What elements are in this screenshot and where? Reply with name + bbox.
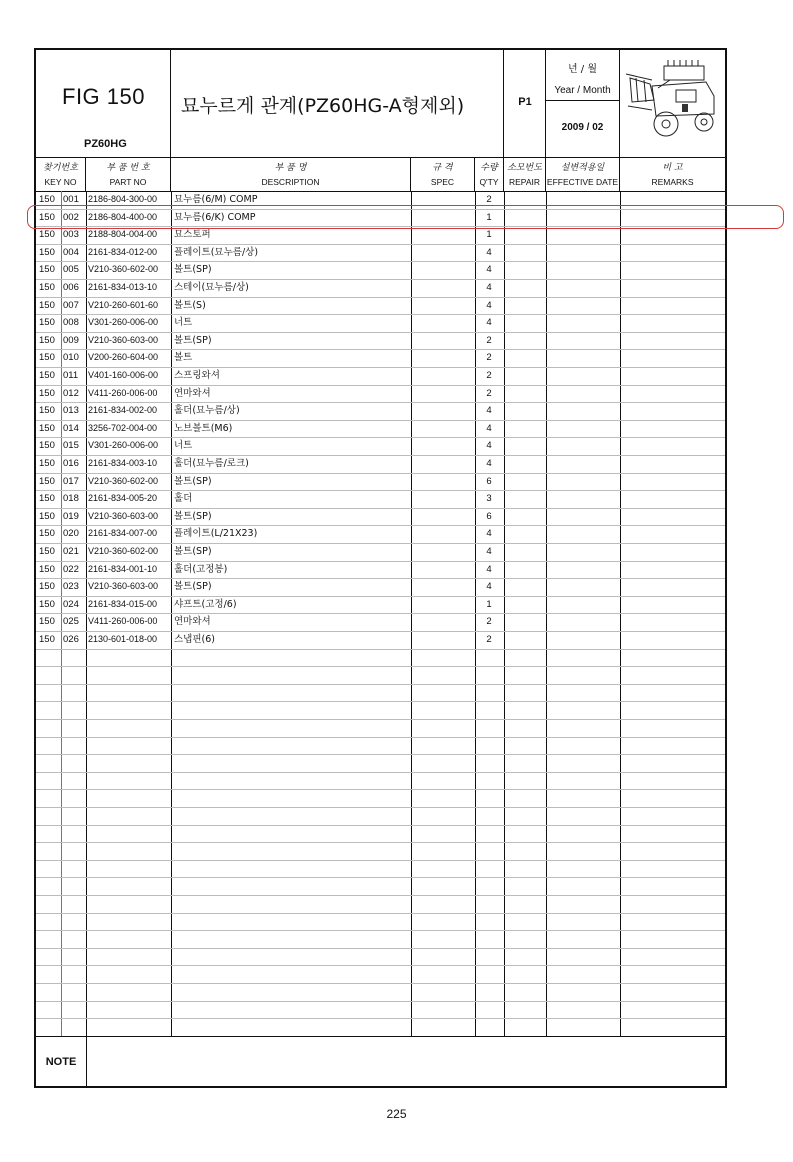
quantity: 2 bbox=[486, 334, 492, 346]
fig-number: 150 bbox=[39, 422, 55, 434]
key-number: 015 bbox=[63, 440, 79, 452]
table-row bbox=[36, 561, 725, 579]
note-section bbox=[36, 1036, 725, 1087]
page-code: P1 bbox=[518, 96, 532, 108]
part-number: 3256-702-004-00 bbox=[88, 422, 158, 433]
key-number: 010 bbox=[63, 352, 79, 364]
part-number: V210-360-603-00 bbox=[88, 510, 159, 521]
year-month-cell bbox=[546, 50, 620, 157]
part-number: V210-360-602-00 bbox=[88, 546, 159, 556]
key-number: 008 bbox=[63, 317, 79, 329]
key-number: 005 bbox=[63, 264, 79, 276]
key-number: 002 bbox=[63, 211, 79, 223]
quantity: 3 bbox=[486, 493, 492, 505]
table-row bbox=[36, 437, 725, 455]
model-label: PZ60HG bbox=[84, 138, 127, 150]
fig-number: 150 bbox=[39, 581, 55, 593]
description: 홀더(묘누름/상) bbox=[174, 405, 240, 417]
description: 홀더(묘누름/로크) bbox=[174, 458, 249, 469]
table-row bbox=[36, 244, 725, 262]
part-number: V210-360-602-00 bbox=[88, 475, 159, 486]
fig-number: 150 bbox=[39, 546, 55, 557]
part-number: 2161-834-005-20 bbox=[88, 493, 158, 504]
description: 묘누름(6/M) COMP bbox=[174, 194, 258, 205]
table-row bbox=[36, 508, 725, 526]
part-number: 2130-601-018-00 bbox=[88, 634, 158, 644]
part-number: 2161-834-012-00 bbox=[88, 246, 158, 257]
key-number: 016 bbox=[63, 458, 79, 469]
key-number: 018 bbox=[63, 493, 79, 505]
quantity: 2 bbox=[486, 387, 492, 399]
table-row bbox=[36, 631, 725, 649]
quantity: 6 bbox=[486, 510, 492, 522]
description: 노브볼트(M6) bbox=[174, 422, 233, 434]
table-row bbox=[36, 314, 725, 332]
fig-number: 150 bbox=[39, 634, 55, 645]
table-row bbox=[36, 596, 725, 614]
col-repair: 소모번도 REPAIR bbox=[504, 157, 546, 191]
key-number: 026 bbox=[63, 634, 79, 645]
quantity: 4 bbox=[486, 299, 492, 311]
title-cell bbox=[171, 50, 504, 157]
machine-image-cell bbox=[620, 50, 725, 157]
table-row bbox=[36, 613, 725, 631]
fig-number: 150 bbox=[39, 528, 55, 540]
parts-list-frame bbox=[34, 48, 727, 1088]
key-number: 004 bbox=[63, 246, 79, 258]
fig-label: FIG 150 bbox=[62, 84, 145, 109]
key-number: 020 bbox=[63, 528, 79, 540]
col-effective-date: 설변적용일 EFFECTIVE DATE bbox=[546, 157, 620, 191]
table-row bbox=[36, 543, 725, 561]
part-number: 2161-834-013-10 bbox=[88, 282, 158, 292]
quantity: 1 bbox=[486, 229, 492, 241]
fig-number: 150 bbox=[39, 211, 55, 223]
key-number: 007 bbox=[63, 299, 79, 311]
note-label: NOTE bbox=[36, 1037, 87, 1087]
part-number: V401-160-006-00 bbox=[88, 370, 159, 380]
description: 볼트(SP) bbox=[174, 334, 212, 346]
key-number: 014 bbox=[63, 422, 79, 434]
part-number: V210-360-602-00 bbox=[88, 264, 159, 275]
quantity: 1 bbox=[486, 211, 492, 223]
fig-number: 150 bbox=[39, 598, 55, 610]
quantity: 4 bbox=[486, 422, 492, 434]
description: 플레이트(L/21X23) bbox=[174, 528, 258, 540]
description: 볼트(SP) bbox=[174, 264, 212, 276]
quantity: 2 bbox=[486, 370, 492, 381]
header bbox=[36, 50, 725, 158]
description: 볼트(SP) bbox=[174, 581, 212, 593]
quantity: 2 bbox=[486, 194, 492, 205]
quantity: 4 bbox=[486, 317, 492, 329]
description: 스프링와셔 bbox=[174, 370, 220, 381]
key-number: 025 bbox=[63, 616, 79, 628]
col-remarks: 비 고 REMARKS bbox=[651, 163, 694, 187]
quantity: 2 bbox=[486, 352, 492, 364]
table-row bbox=[36, 297, 725, 315]
part-number: 2186-804-400-00 bbox=[88, 211, 158, 222]
table-row bbox=[36, 367, 725, 385]
quantity: 4 bbox=[486, 528, 492, 540]
part-number: 2186-804-300-00 bbox=[88, 194, 158, 204]
quantity: 4 bbox=[486, 581, 492, 593]
description: 샤프트(고정/6) bbox=[174, 598, 237, 610]
col-key: 찾기번호 KEY NO bbox=[36, 157, 86, 191]
column-headers bbox=[36, 157, 725, 192]
fig-number: 150 bbox=[39, 475, 55, 487]
description: 스냅핀(6) bbox=[174, 634, 215, 645]
fig-number: 150 bbox=[39, 352, 55, 364]
table-row bbox=[36, 455, 725, 473]
table-row bbox=[36, 473, 725, 491]
description: 묘누름(6/K) COMP bbox=[174, 211, 256, 223]
part-number: 2161-834-007-00 bbox=[88, 528, 158, 539]
table-row bbox=[36, 578, 725, 596]
fig-number: 150 bbox=[39, 510, 55, 522]
quantity: 4 bbox=[486, 405, 492, 417]
year-month-en: Year / Month bbox=[554, 85, 611, 96]
description: 연마와셔 bbox=[174, 387, 211, 399]
key-number: 023 bbox=[63, 581, 79, 593]
fig-number: 150 bbox=[39, 299, 55, 311]
fig-number: 150 bbox=[39, 563, 55, 575]
part-number: 2161-834-001-10 bbox=[88, 563, 158, 574]
description: 플레이트(묘누름/상) bbox=[174, 246, 259, 258]
part-number: 2161-834-003-10 bbox=[88, 458, 158, 468]
quantity: 4 bbox=[486, 264, 492, 276]
parts-table-body bbox=[36, 191, 725, 1036]
table-row bbox=[36, 261, 725, 279]
part-number: V210-360-603-00 bbox=[88, 334, 159, 345]
description: 연마와셔 bbox=[174, 616, 211, 628]
part-number: V210-260-601-60 bbox=[88, 299, 159, 310]
key-number: 021 bbox=[63, 546, 79, 557]
description: 볼트(SP) bbox=[174, 475, 212, 487]
description: 볼트(SP) bbox=[174, 510, 212, 522]
part-number: V301-260-006-00 bbox=[88, 440, 159, 451]
description: 볼트(S) bbox=[174, 299, 206, 311]
key-number: 003 bbox=[63, 229, 79, 241]
key-number: 006 bbox=[63, 282, 79, 293]
page-cell bbox=[504, 50, 546, 157]
description: 묘스토퍼 bbox=[174, 229, 211, 241]
key-number: 019 bbox=[63, 510, 79, 522]
quantity: 4 bbox=[486, 282, 492, 293]
description: 스테이(묘누름/상) bbox=[174, 282, 249, 293]
fig-number: 150 bbox=[39, 387, 55, 399]
description: 너트 bbox=[174, 317, 193, 329]
fig-number: 150 bbox=[39, 405, 55, 417]
quantity: 2 bbox=[486, 634, 492, 645]
quantity: 2 bbox=[486, 616, 492, 628]
quantity: 6 bbox=[486, 475, 492, 487]
page-title: 묘누르게 관계(PZ60HG-A형제외) bbox=[181, 95, 465, 117]
col-qty: 수량 Q'TY bbox=[475, 157, 504, 191]
fig-number: 150 bbox=[39, 246, 55, 258]
table-row bbox=[36, 332, 725, 350]
fig-number: 150 bbox=[39, 334, 55, 346]
key-number: 001 bbox=[63, 194, 79, 205]
fig-number: 150 bbox=[39, 458, 55, 469]
col-spec: 규 격 SPEC bbox=[411, 157, 475, 191]
fig-number: 150 bbox=[39, 440, 55, 452]
quantity: 4 bbox=[486, 458, 492, 469]
fig-cell bbox=[36, 50, 171, 157]
fig-number: 150 bbox=[39, 264, 55, 276]
fig-number: 150 bbox=[39, 317, 55, 329]
part-number: V411-260-006-00 bbox=[88, 616, 158, 627]
col-description: 부 품 명 DESCRIPTION bbox=[171, 157, 411, 191]
fig-number: 150 bbox=[39, 229, 55, 241]
table-row bbox=[36, 402, 725, 420]
description: 홀더 bbox=[174, 493, 193, 505]
key-number: 011 bbox=[63, 370, 79, 381]
row-highlight-marker bbox=[27, 205, 784, 229]
part-number: 2161-834-002-00 bbox=[88, 405, 158, 416]
quantity: 4 bbox=[486, 246, 492, 258]
fig-number: 150 bbox=[39, 493, 55, 505]
key-number: 024 bbox=[63, 598, 79, 610]
quantity: 1 bbox=[486, 598, 492, 610]
table-row bbox=[36, 490, 725, 508]
fig-number: 150 bbox=[39, 282, 55, 293]
page-number: 225 bbox=[386, 1107, 407, 1121]
description: 볼트(SP) bbox=[174, 546, 212, 557]
fig-number: 150 bbox=[39, 194, 55, 205]
key-number: 009 bbox=[63, 334, 79, 346]
part-number: 2161-834-015-00 bbox=[88, 598, 158, 609]
table-row bbox=[36, 525, 725, 543]
year-month-kr: 년 / 월 bbox=[567, 64, 598, 75]
key-number: 022 bbox=[63, 563, 79, 575]
table-row bbox=[36, 420, 725, 438]
description: 볼트 bbox=[174, 352, 193, 364]
part-number: V200-260-604-00 bbox=[88, 352, 159, 363]
quantity: 4 bbox=[486, 440, 492, 452]
quantity: 4 bbox=[486, 546, 492, 557]
fig-number: 150 bbox=[39, 616, 55, 628]
part-number: V411-260-006-00 bbox=[88, 387, 158, 398]
description: 홀더(고정봉) bbox=[174, 563, 228, 575]
part-number: V210-360-603-00 bbox=[88, 581, 159, 592]
issue-date: 2009 / 02 bbox=[561, 122, 604, 133]
part-number: 2188-804-004-00 bbox=[88, 229, 158, 240]
key-number: 012 bbox=[63, 387, 79, 399]
description: 너트 bbox=[174, 440, 193, 452]
rice-transplanter-illustration bbox=[622, 56, 722, 152]
fig-number: 150 bbox=[39, 370, 55, 381]
table-row bbox=[36, 279, 725, 297]
part-number: V301-260-006-00 bbox=[88, 317, 159, 328]
table-row bbox=[36, 349, 725, 367]
quantity: 4 bbox=[486, 563, 492, 575]
col-part: 부 품 번 호 PART NO bbox=[86, 157, 171, 191]
table-row bbox=[36, 385, 725, 403]
key-number: 017 bbox=[63, 475, 79, 487]
key-number: 013 bbox=[63, 405, 79, 417]
